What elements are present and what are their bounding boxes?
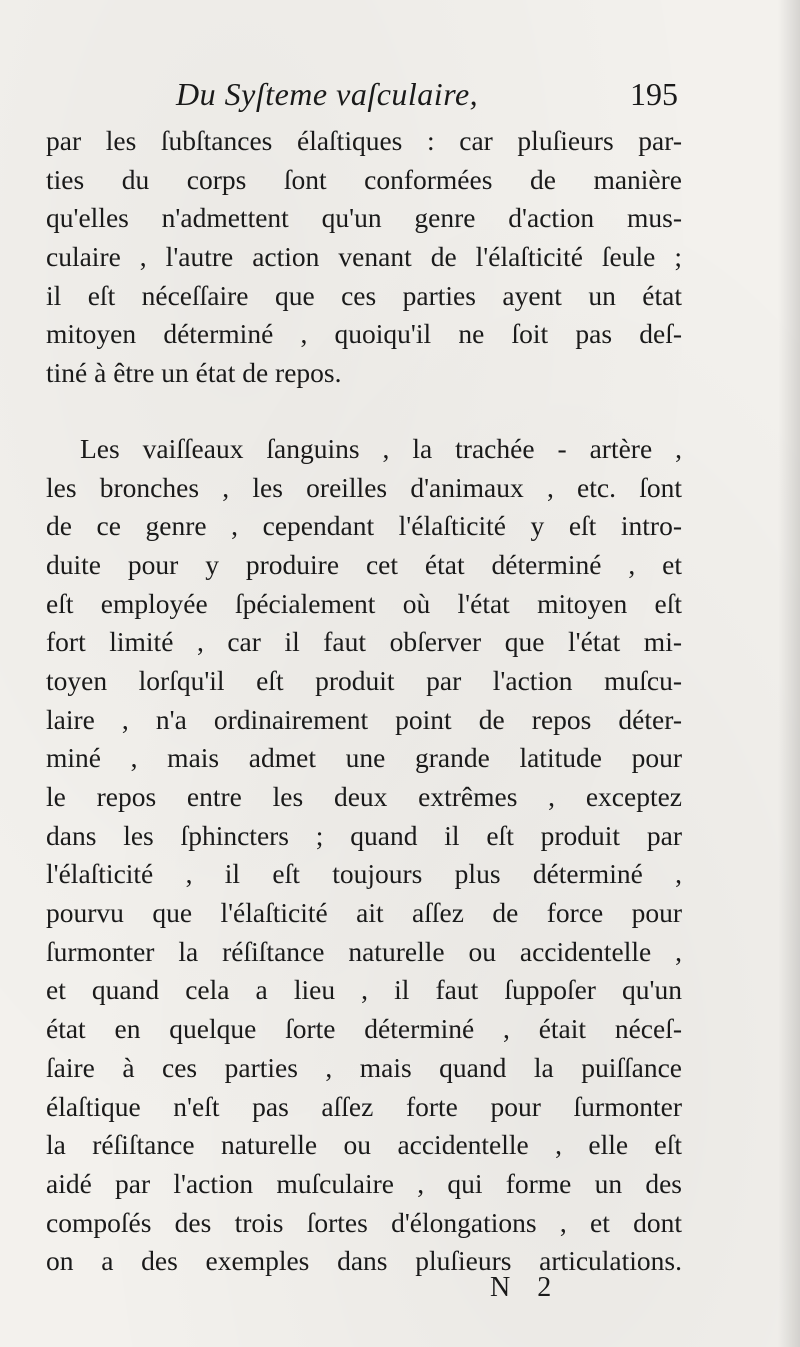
text-line: et quand cela a lieu , il faut ſuppoſer qu'un (46, 974, 682, 1006)
text-line: pourvu que l'élaſticité ait aſſez de force pour (46, 897, 682, 929)
text-line: aidé par l'action muſculaire , qui forme un des (46, 1167, 682, 1199)
text-line: par les ſubſtances élaſtiques : car pluſieurs par- (46, 125, 682, 156)
page-edge-shadow (778, 0, 800, 1347)
text-line: culaire , l'autre action venant de l'élaſticité ſeule ; (46, 241, 682, 273)
paragraph-2 (46, 430, 682, 1281)
body-text (46, 122, 682, 1281)
paragraph-1 (46, 122, 682, 393)
text-line: toyen lorſqu'il eſt produit par l'action muſcu- (46, 664, 682, 696)
paragraph-gap (46, 393, 682, 430)
text-line: eſt employée ſpécialement où l'état mitoyen eſt (46, 587, 682, 619)
text-line: duite pour y produire cet état déterminé , et (46, 548, 682, 580)
running-title: Du Syſteme vaſculaire, (176, 76, 479, 112)
text-line: miné , mais admet une grande latitude pour (46, 742, 682, 774)
text-line: élaſtique n'eſt pas aſſez forte pour ſurmonter (46, 1090, 682, 1122)
page-number: 195 (630, 76, 678, 112)
page-header (46, 72, 686, 120)
text-line: laire , n'a ordinairement point de repos déter- (46, 703, 682, 735)
text-line: qu'elles n'admettent qu'un genre d'action mus- (46, 202, 682, 234)
text-line: Les vaiſſeaux ſanguins , la trachée - artère , (80, 432, 682, 464)
text-line: mitoyen déterminé , quoiqu'il ne ſoit pas deſ- (46, 318, 682, 350)
text-line: tiné à être un état de repos. (46, 357, 342, 389)
text-line: il eſt néceſſaire que ces parties ayent un état (46, 279, 682, 311)
text-line: de ce genre , cependant l'élaſticité y eſt intro- (46, 510, 682, 542)
text-line: ſaire à ces parties , mais quand la puiſſance (46, 1051, 682, 1083)
text-line: l'élaſticité , il eſt toujours plus déterminé , (46, 858, 682, 890)
text-line: les bronches , les oreilles d'animaux , etc. ſont (46, 471, 682, 503)
text-line: le repos entre les deux extrêmes , exceptez (46, 781, 682, 812)
text-line: état en quelque ſorte déterminé , était néceſ- (46, 1013, 682, 1045)
text-line: fort limité , car il faut obſerver que l'état mi- (46, 626, 682, 658)
text-line: on a des exemples dans pluſieurs articulations. (46, 1245, 682, 1277)
text-line: ties du corps ſont conformées de manière (46, 163, 682, 195)
text-line: compoſés des trois ſortes d'élongations , et dont (46, 1206, 682, 1238)
text-line: la réſiſtance naturelle ou accidentelle , elle eſt (46, 1129, 682, 1161)
signature-mark: N 2 (490, 1272, 562, 1303)
text-line: dans les ſphincters ; quand il eſt produit par (46, 819, 682, 851)
text-line: ſurmonter la réſiſtance naturelle ou accidentelle , (46, 935, 682, 967)
